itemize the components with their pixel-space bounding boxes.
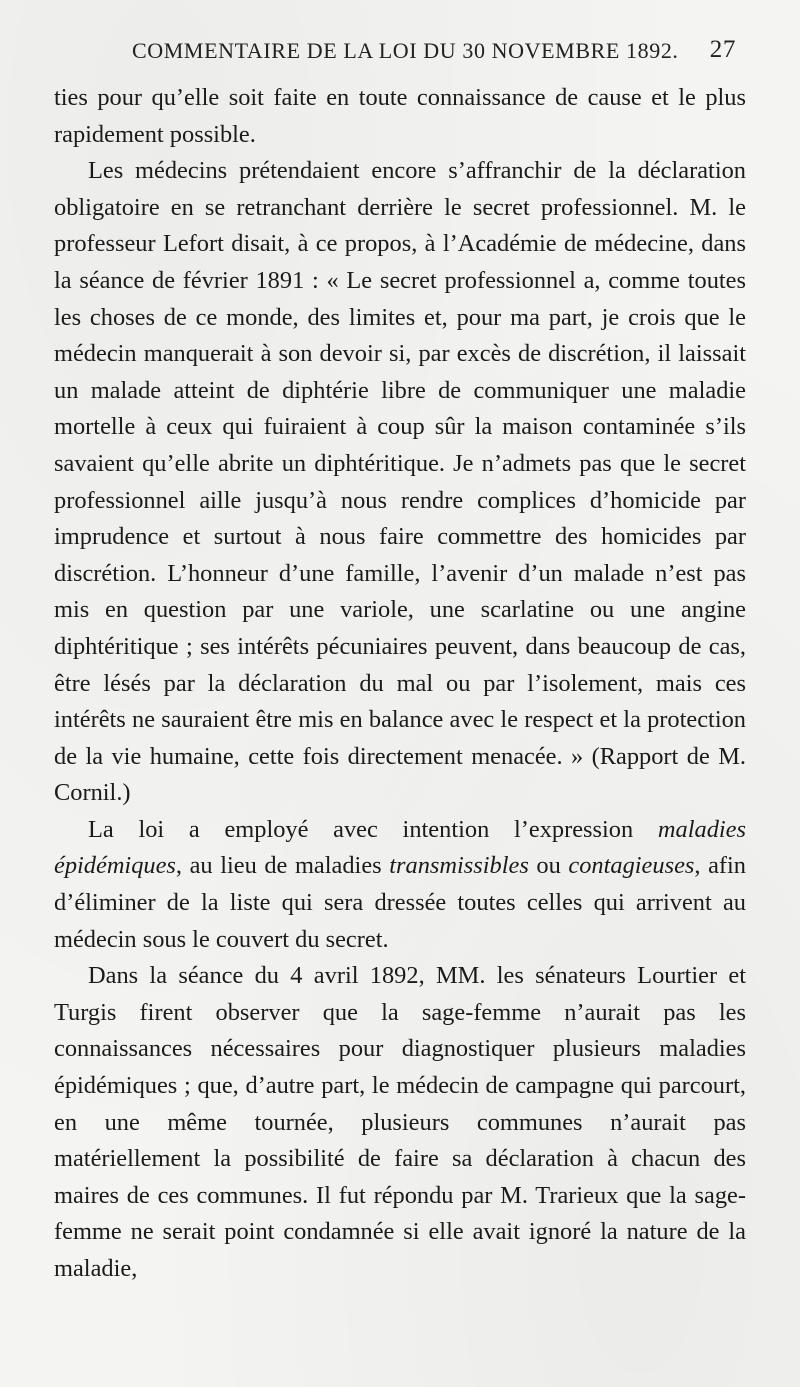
running-head-title: COMMENTAIRE DE LA LOI DU 30 NOVEMBRE 1892. xyxy=(132,38,679,63)
paragraph-text: , afin d’éliminer de la liste qui sera dressée toutes celles qui arrivent au médecin sous le couvert du secret. xyxy=(54,852,746,953)
body-text xyxy=(54,80,746,1288)
italic-term: maladies épidémiques xyxy=(54,815,746,880)
italic-term: transmissibles xyxy=(389,852,529,880)
paragraph xyxy=(54,153,746,812)
paragraph-text: Les médecins prétendaient encore s’affranchir de la déclaration obligatoire en se retranchant derrière le secret professionnel. M. le professeur Lefort disait, à ce propos, à l’Académie de médecine, dans la séance de février 1891 : « Le secret professionnel a, comme toutes les choses de ce monde, des limites et, pour ma part, je crois que le médecin manquerait à son devoir si, par excès de discrétion, il laissait un malade atteint de diphtérie libre de communiquer une maladie mortelle à ceux qui fuiraient à coup sûr la maison contaminée s’ils savaient qu’elle abrite un diphtéritique. Je n’admets pas que le secret professionnel aille jusqu’à nous rendre complices d’homicide par imprudence et surtout à nous faire commettre des homicides par discrétion. L’honneur d’une famille, l’avenir d’un malade n’est pas mis en question par une variole, une scarlatine ou une angine diphtéritique ; ses intérêts pécuniaires peuvent, dans beaucoup de cas, être lésés par la déclaration du mal ou par l’isolement, mais ces intérêts ne sauraient être mis en balance avec le respect et la protection de la vie humaine, cette fois directement menacée. » (Rapport de M. Cornil.) xyxy=(54,157,746,807)
paragraph-text: Dans la séance du 4 avril 1892, MM. les sénateurs Lourtier et Turgis firent observer que la sage-femme n’aurait pas les connaissances nécessaires pour diagnostiquer plusieurs maladies épidémiques ; que, d’autre part, le médecin de campagne qui parcourt, en une même tournée, plusieurs communes n’aurait pas matériellement la possibilité de faire sa déclaration à chacun des maires de ces communes. Il fut répondu par M. Trarieux que la sage-femme ne serait point condamnée si elle avait ignoré la nature de la maladie, xyxy=(54,962,746,1282)
paragraph-text: ties pour qu’elle soit faite en toute connaissance de cause et le plus rapidement possible. xyxy=(54,84,746,148)
paragraph-text: La loi a employé avec intention l’expression xyxy=(88,815,658,843)
paragraph-text: ou xyxy=(528,852,569,880)
paragraph-text: , au lieu de maladies xyxy=(175,852,390,880)
paragraph xyxy=(54,958,746,1287)
italic-term: contagieuses xyxy=(568,852,695,880)
paragraph xyxy=(54,80,746,153)
running-head xyxy=(118,36,740,76)
paragraph xyxy=(54,812,746,958)
page-number: 27 xyxy=(709,36,736,63)
